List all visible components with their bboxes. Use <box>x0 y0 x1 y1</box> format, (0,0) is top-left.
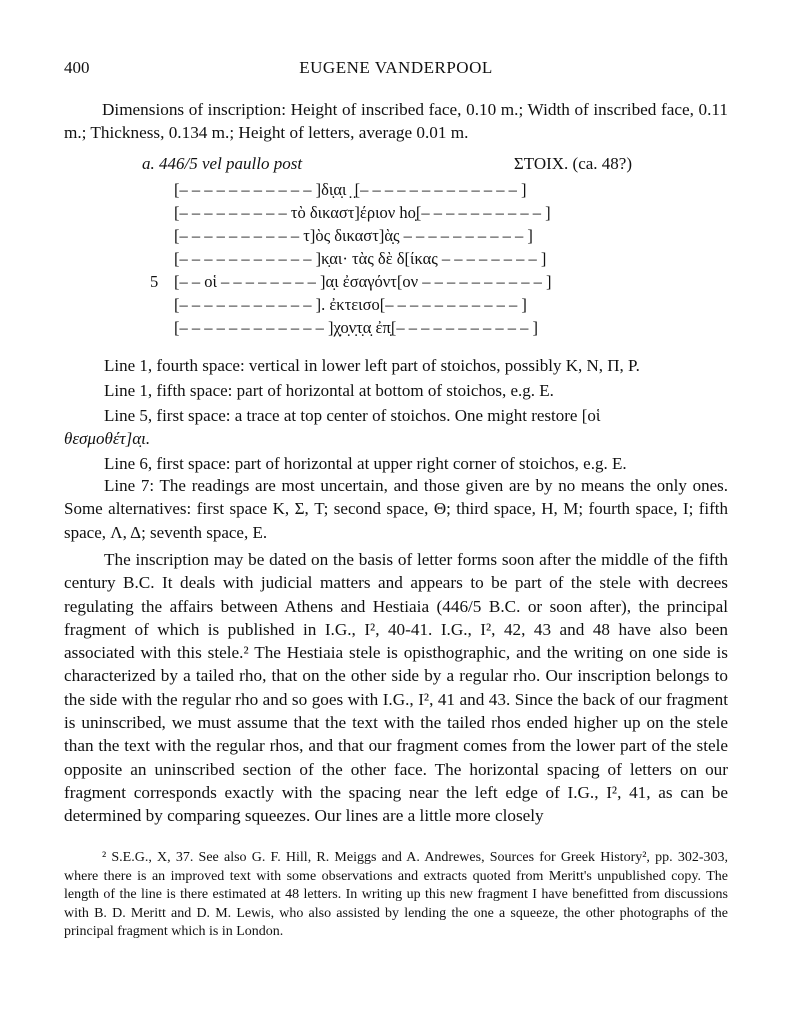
inscription-line-1: [– – – – – – – – – – – ]δι̣α̣ι ̣ ̣[– – – – – – – – – – – – – ] <box>174 180 527 199</box>
dimensions-paragraph: Dimensions of inscription: Height of inscribed face, 0.10 m.; Width of inscribed face, 0.11 m.; Thickness, 0.134 m.; Height of letters, average 0.01 m. <box>64 100 728 143</box>
footnote: ² S.E.G., X, 37. See also G. F. Hill, R. Meiggs and A. Andrewes, Sources for Greek History², pp. 302-303, where there is an improved text with some observations and extracts quoted from Meritt's unpublished copy. The length of the line is there estimated at 48 letters. In writing up this new fragment I have benefitted from discussions with B. D. Meritt and D. M. Lewis, who also assisted by lending the one a squeeze, the other photographs of the principal fragment which is in London. <box>64 850 728 940</box>
inscription-line-6: [– – – – – – – – – – – ]. ἐκτεισο[– – – – – – – – – – – ] <box>174 295 527 314</box>
inscription-line-5: [– – οἱ – – – – – – – – ]α̣ι ἐσαγόντ[ον – – – – – – – – – – ] <box>174 272 552 291</box>
note-line5-restoration: θεσμοθέτ]α̣ι. <box>64 429 151 448</box>
body-paragraph: The inscription may be dated on the basis of letter forms soon after the middle of the fifth century B.C. It deals with judicial matters and appears to be part of the stele with decrees regulating the affairs between Athens and Hestiaia (446/5 B.C. or soon after), the principal fragment of which is published in I.G., I², 40-41. I.G., I², 42, 43 and 48 have also been associated with this stele.² The Hestiaia stele is opisthographic, and the writing on one side is characterized by a tailed rho, that on the other side by a regular rho. Our inscription belongs to the side with the regular rho and so goes with I.G., I², 41 and 43. Since the back of our fragment is uninscribed, we must assume that the text with the tailed rhos ended higher up on the stele than the text with the regular rhos, and that our fragment comes from the lower part of the stele opposite an uninscribed section of the other face. The horizontal spacing of letters on our fragment corresponds exactly with the spacing near the left edge of I.G., I², 41, as can be determined by comparing squeezes. Our lines are a little more closely <box>64 550 728 826</box>
inscription-line-4: [– – – – – – – – – – – ]κ̣αι· τὰς δὲ δ[ίκας – – – – – – – – ] <box>174 249 547 268</box>
note-line1-fourth: Line 1, fourth space: vertical in lower left part of stoichos, possibly K, N, Π, P. <box>104 356 640 375</box>
inscription-line-number: 5 <box>150 272 159 291</box>
page-number: 400 <box>64 58 90 77</box>
inscription-line-3: [– – – – – – – – – – τ]ὸς δικαστ]ὰ̣ς – – – – – – – – – – ] <box>174 226 533 245</box>
running-head: EUGENE VANDERPOOL <box>299 58 493 77</box>
note-line1-fifth: Line 1, fifth space: part of horizontal at bottom of stoichos, e.g. E. <box>104 381 554 400</box>
note-line7: Line 7: The readings are most uncertain, and those given are by no means the only ones. Some alternatives: first space K, Σ, T; second space, Θ; third space, H, M; fourth space, I; fifth space, Λ, Δ; seventh space, E. <box>64 476 728 542</box>
inscription-heading <box>142 154 632 176</box>
note-line5-first: Line 5, first space: a trace at top center of stoichos. One might restore [οἱ <box>104 406 601 425</box>
inscription-date: a. 446/5 vel paullo post <box>142 154 303 173</box>
inscription-line-7: [– – – – – – – – – – – – ]χ̣ο̣ν̣τ̣α̣ ἐπ̣[– – – – – – – – – – – ] <box>174 318 538 337</box>
page-header <box>64 58 728 80</box>
note-line6-first: Line 6, first space: part of horizontal at upper right corner of stoichos, e.g. E. <box>104 454 627 473</box>
inscription-line-2: [– – – – – – – – – τὸ δικαστ]έριον hο̣[– – – – – – – – – – ] <box>174 203 551 222</box>
inscription-stoich: ΣTOIX. (ca. 48?) <box>513 154 632 173</box>
